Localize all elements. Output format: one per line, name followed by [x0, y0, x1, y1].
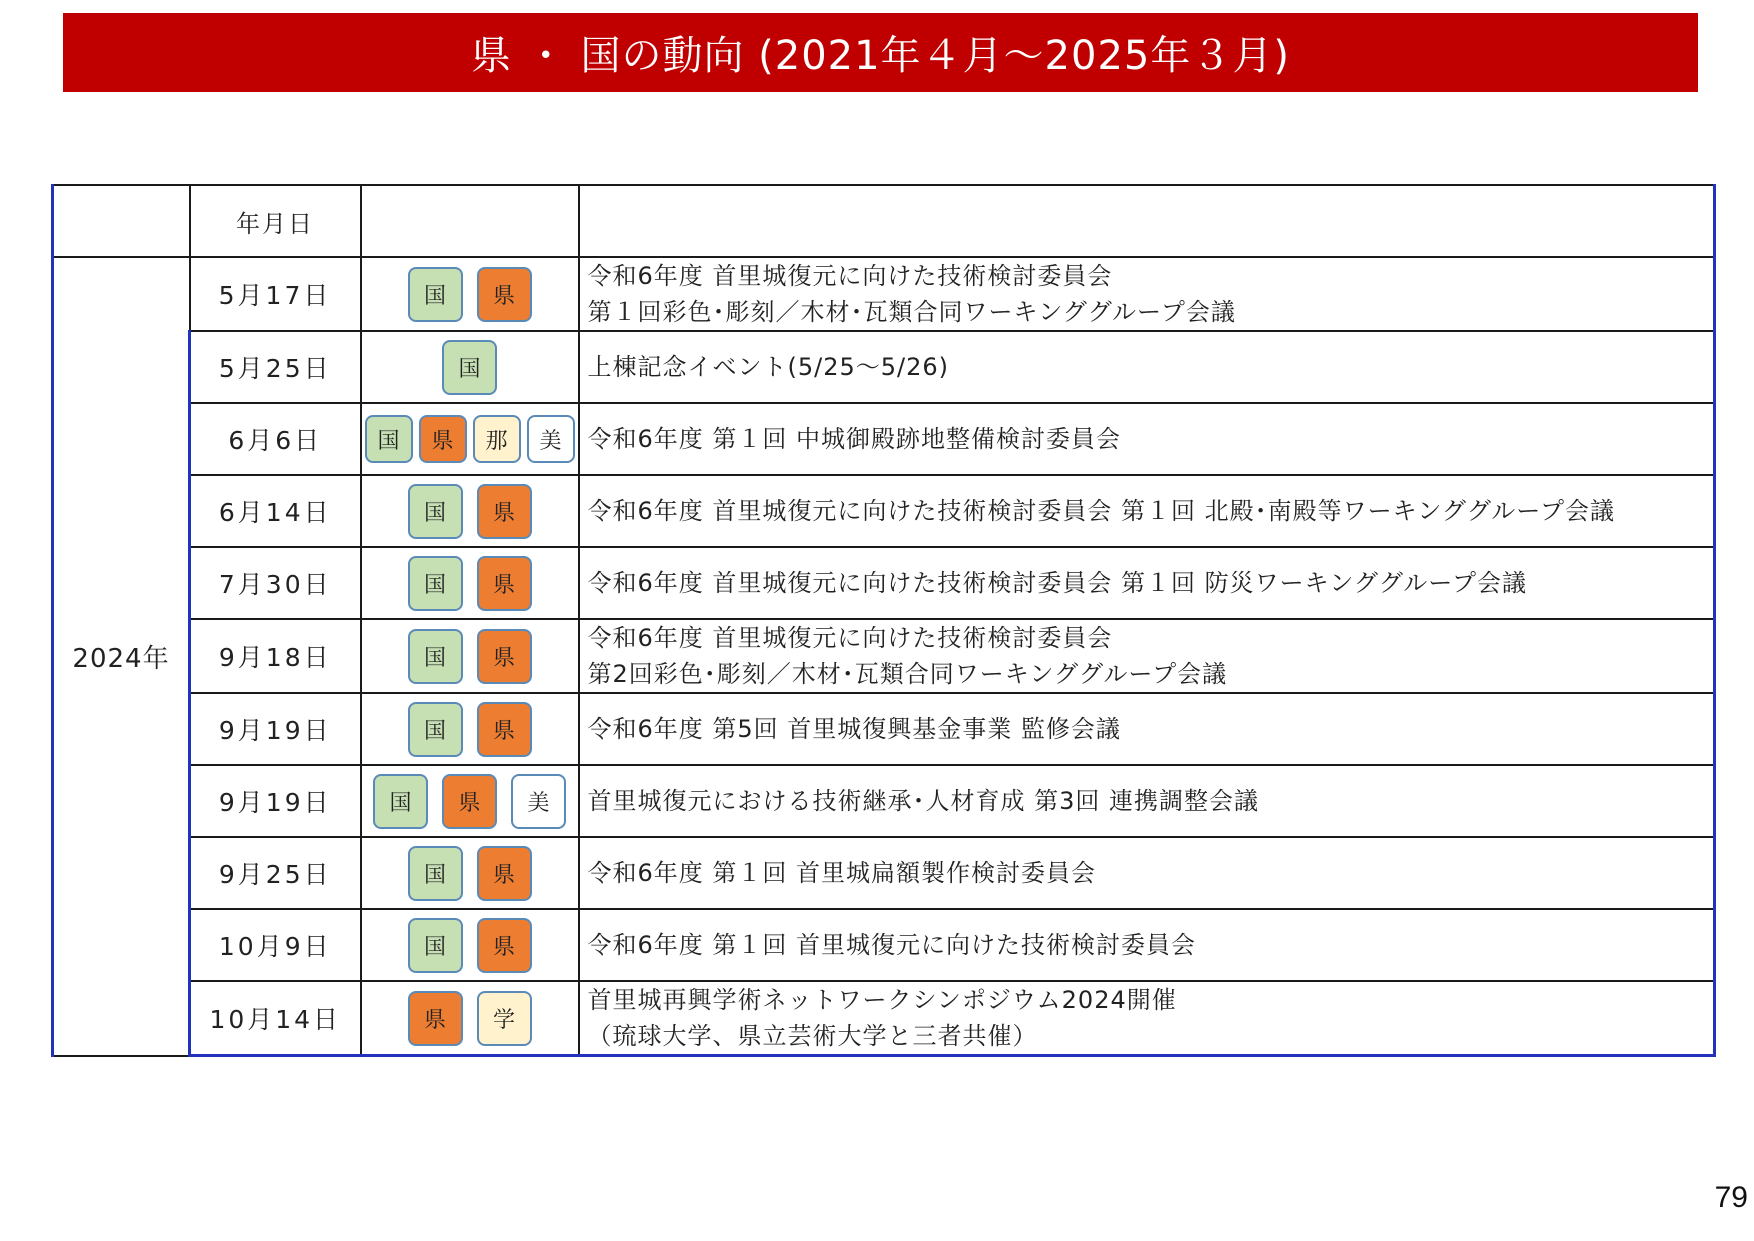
description-cell [579, 475, 1715, 547]
org-tags-cell [361, 909, 579, 981]
org-tag-ken: 県 [477, 918, 532, 973]
org-tag-kuni: 国 [408, 702, 463, 757]
date-cell: 9月19日 [190, 765, 361, 837]
schedule-table [51, 184, 1716, 1057]
header-tags [361, 185, 579, 257]
org-tag-kuni: 国 [408, 556, 463, 611]
table-row [53, 475, 1715, 547]
description-line: 首里城復元における技術継承･人材育成 第3回 連携調整会議 [587, 787, 1260, 815]
date-cell: 10月14日 [190, 981, 361, 1056]
description-line: 令和6年度 第１回 中城御殿跡地整備検討委員会 [587, 425, 1122, 453]
description-cell [579, 257, 1715, 331]
header-date: 年月日 [190, 185, 361, 257]
description-cell [579, 909, 1715, 981]
year-cell: 2024年 [53, 257, 190, 1056]
org-tag-kuni: 国 [408, 484, 463, 539]
page-title: 県 ・ 国の動向 (2021年４月～2025年３月) [63, 13, 1698, 92]
org-tags-cell [361, 981, 579, 1056]
header-description [579, 185, 1715, 257]
org-tag-ken: 県 [477, 556, 532, 611]
description-line: 上棟記念イベント(5/25～5/26) [587, 353, 950, 381]
org-tag-ken: 県 [477, 629, 532, 684]
org-tag-kuni: 国 [408, 918, 463, 973]
description-cell [579, 693, 1715, 765]
org-tags-cell [361, 257, 579, 331]
description-line: 令和6年度 首里城復元に向けた技術検討委員会 第１回 北殿･南殿等ワーキンググループ会議 [587, 497, 1616, 525]
table-row [53, 693, 1715, 765]
org-tags-cell [361, 693, 579, 765]
org-tag-bi: 美 [511, 774, 566, 829]
org-tag-kuni: 国 [442, 340, 497, 395]
org-tags-cell [361, 403, 579, 475]
table-row [53, 909, 1715, 981]
date-cell: 6月14日 [190, 475, 361, 547]
description-line: 令和6年度 第１回 首里城復元に向けた技術検討委員会 [587, 931, 1197, 959]
description-line: 令和6年度 第5回 首里城復興基金事業 監修会議 [587, 715, 1121, 743]
description-cell [579, 981, 1715, 1056]
table-header-row [53, 185, 1715, 257]
description-cell [579, 547, 1715, 619]
date-cell: 5月17日 [190, 257, 361, 331]
date-cell: 10月9日 [190, 909, 361, 981]
description-line: 令和6年度 第１回 首里城扁額製作検討委員会 [587, 859, 1097, 887]
org-tags-cell [361, 475, 579, 547]
org-tag-kuni: 国 [408, 629, 463, 684]
description-line: 首里城再興学術ネットワークシンポジウム2024開催 [587, 986, 1177, 1014]
header-year [53, 185, 190, 257]
date-cell: 9月19日 [190, 693, 361, 765]
table-row [53, 331, 1715, 403]
description-line: （琉球大学、県立芸術大学と三者共催） [587, 1022, 1038, 1050]
org-tag-bi: 美 [527, 415, 575, 463]
description-cell [579, 331, 1715, 403]
table-row [53, 257, 1715, 331]
org-tag-ken: 県 [477, 846, 532, 901]
date-cell: 9月18日 [190, 619, 361, 693]
description-cell [579, 619, 1715, 693]
description-cell [579, 765, 1715, 837]
org-tag-kuni: 国 [365, 415, 413, 463]
description-line: 令和6年度 首里城復元に向けた技術検討委員会 第１回 防災ワーキンググループ会議 [587, 569, 1528, 597]
org-tags-cell [361, 837, 579, 909]
org-tag-ken: 県 [477, 267, 532, 322]
date-cell: 9月25日 [190, 837, 361, 909]
org-tag-ken: 県 [442, 774, 497, 829]
org-tags-cell [361, 619, 579, 693]
description-line: 第１回彩色･彫刻／木材･瓦類合同ワーキンググループ会議 [587, 298, 1236, 326]
org-tags-cell [361, 547, 579, 619]
description-line: 令和6年度 首里城復元に向けた技術検討委員会 [587, 262, 1113, 290]
org-tag-gaku: 学 [477, 991, 532, 1046]
table-row [53, 619, 1715, 693]
page-number: 79 [1714, 1181, 1748, 1214]
org-tag-na: 那 [473, 415, 521, 463]
org-tag-ken: 県 [419, 415, 467, 463]
org-tag-kuni: 国 [373, 774, 428, 829]
org-tag-ken: 県 [408, 991, 463, 1046]
org-tag-kuni: 国 [408, 846, 463, 901]
org-tag-ken: 県 [477, 484, 532, 539]
table-row [53, 981, 1715, 1056]
description-line: 第2回彩色･彫刻／木材･瓦類合同ワーキンググループ会議 [587, 660, 1228, 688]
org-tags-cell [361, 331, 579, 403]
date-cell: 7月30日 [190, 547, 361, 619]
date-cell: 5月25日 [190, 331, 361, 403]
table-row [53, 765, 1715, 837]
date-cell: 6月6日 [190, 403, 361, 475]
org-tag-ken: 県 [477, 702, 532, 757]
description-line: 令和6年度 首里城復元に向けた技術検討委員会 [587, 624, 1113, 652]
table-row [53, 403, 1715, 475]
description-cell [579, 403, 1715, 475]
table-row [53, 547, 1715, 619]
table-row [53, 837, 1715, 909]
description-cell [579, 837, 1715, 909]
org-tags-cell [361, 765, 579, 837]
org-tag-kuni: 国 [408, 267, 463, 322]
